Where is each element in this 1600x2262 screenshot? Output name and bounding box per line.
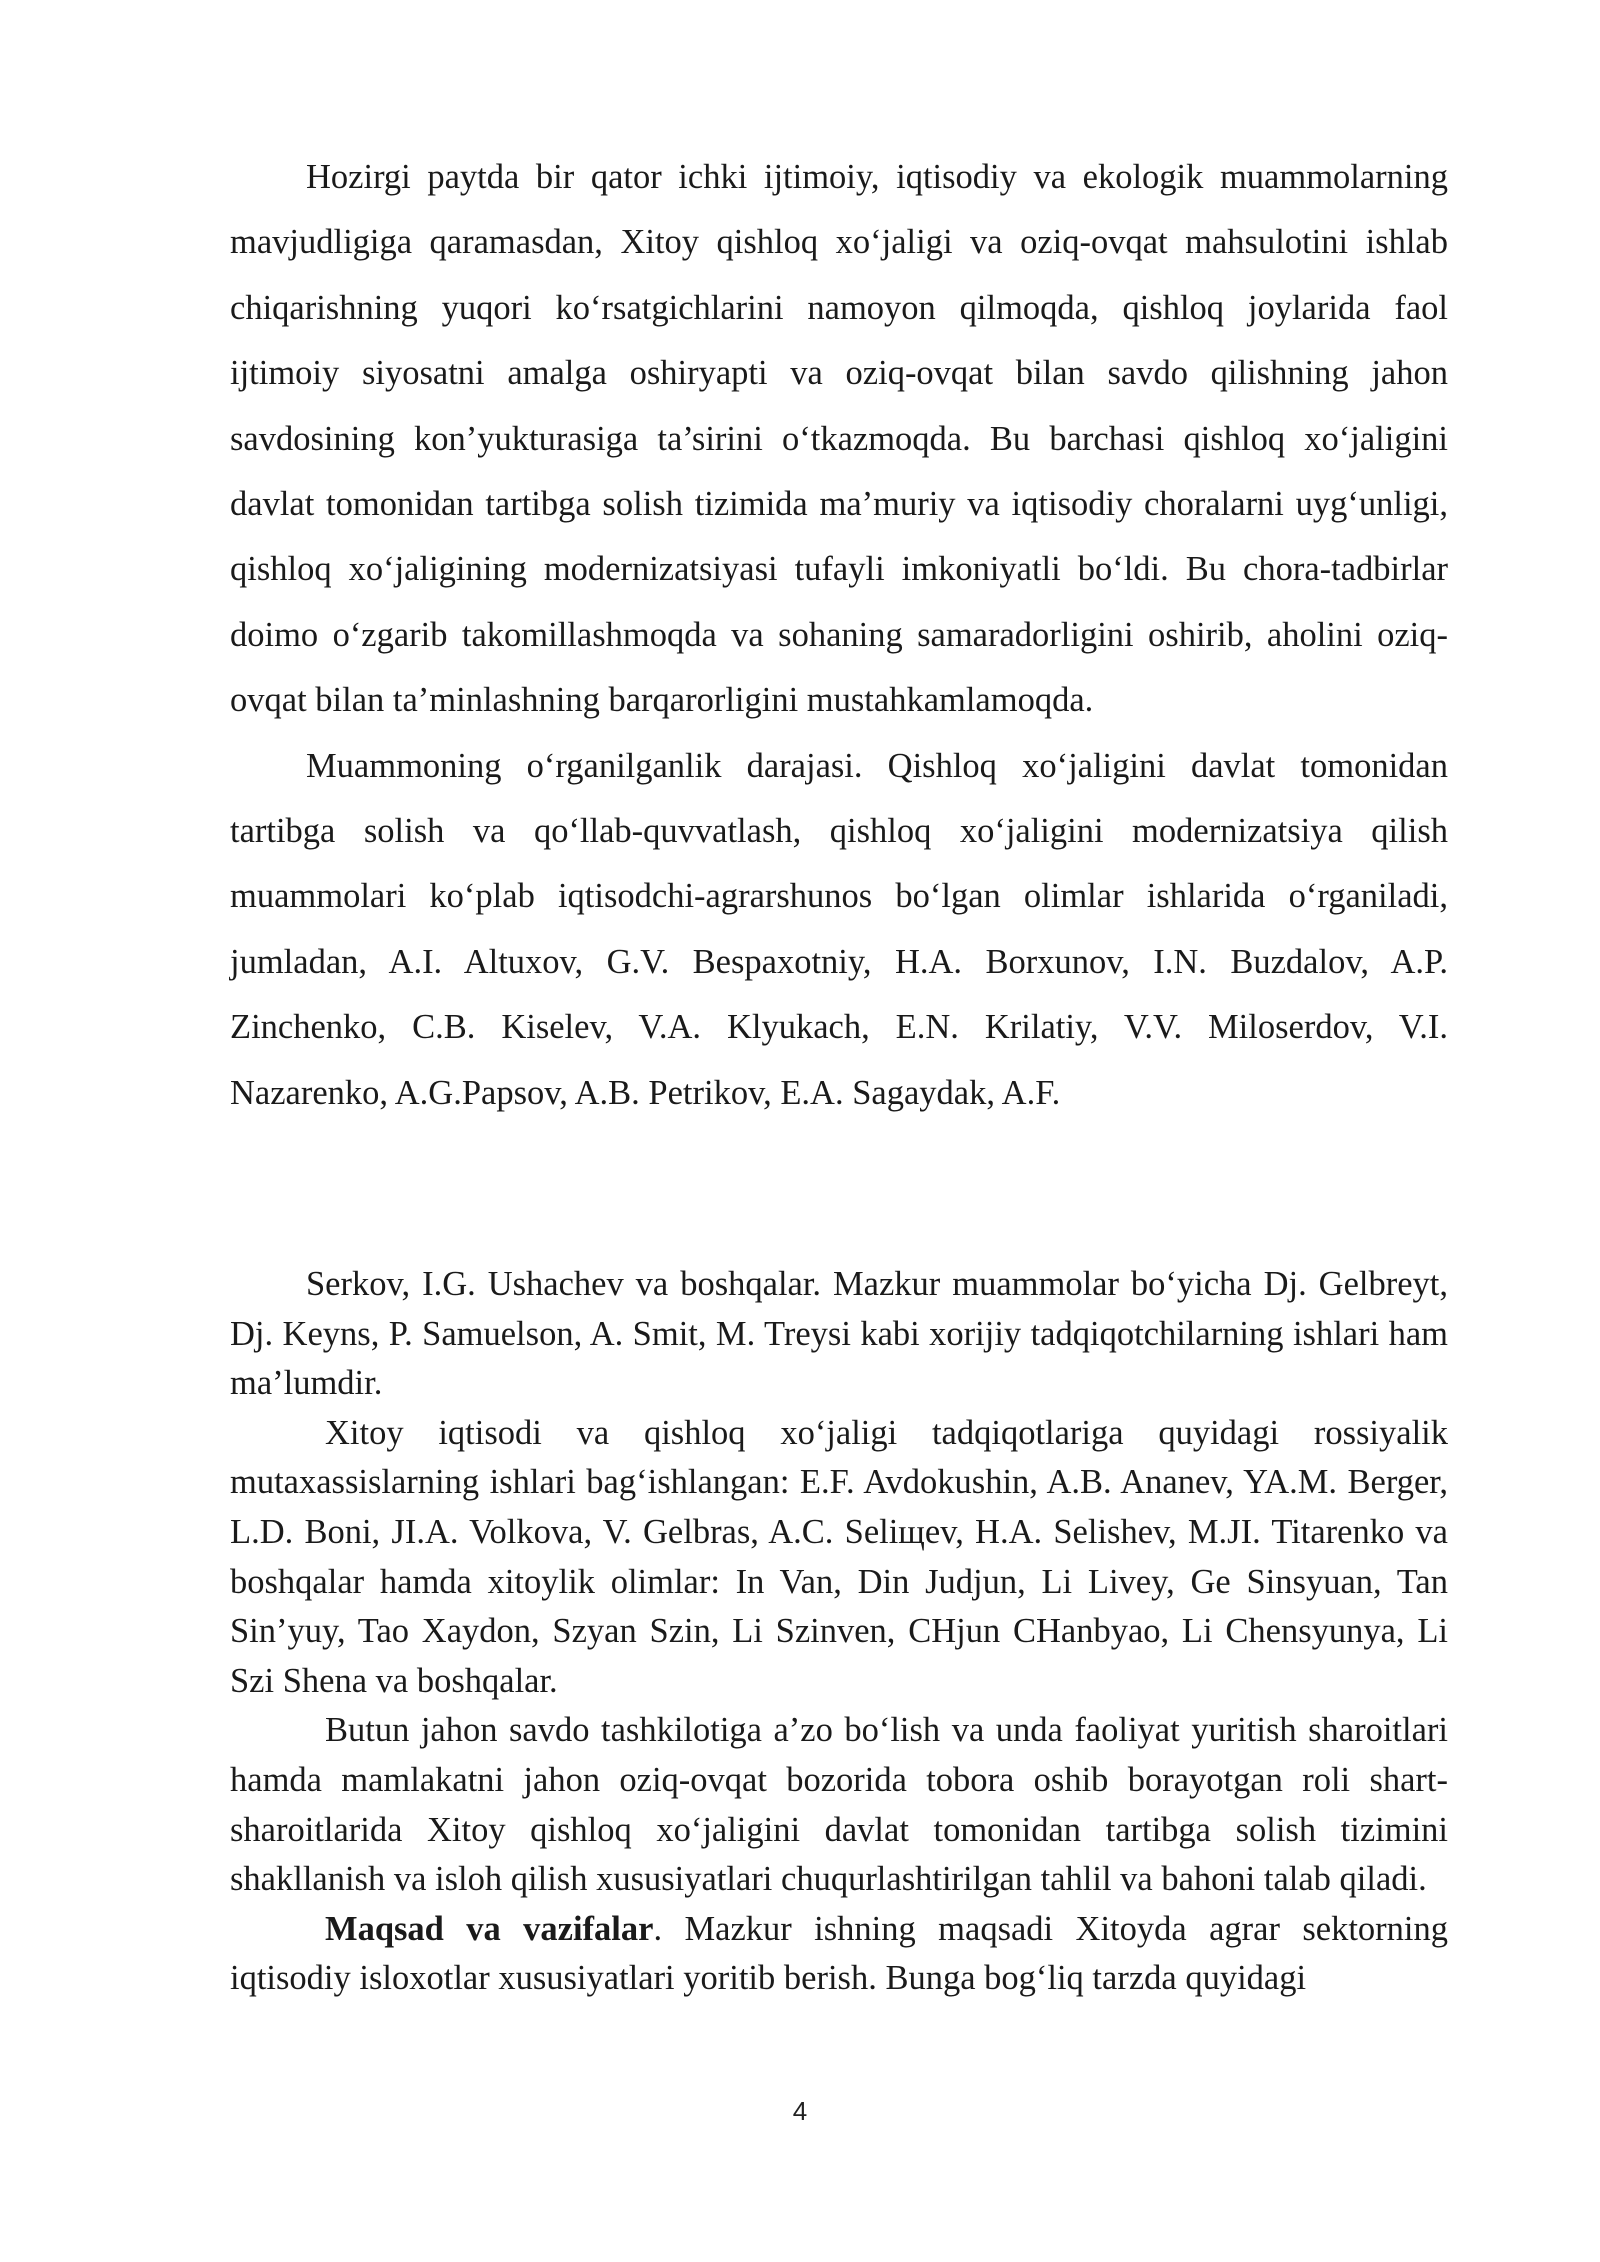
body-text-lower <box>230 1260 1448 2004</box>
paragraph-intro: Hozirgi paytda bir qator ichki ijtimoiy, iqtisodiy va ekologik muammolarning mavjudligiga qaramasdan, Xitoy qishloq xo‘jaligi va oziq-ovqat mahsulotini ishlab chiqarishning yuqori ko‘rsatgichlarini namoyon qilmoqda, qishloq joylarida faol ijtimoiy siyosatni amalga oshiryapti va oziq-ovqat bilan savdo qilishning jahon savdosining kon’yukturasiga ta’sirini o‘tkazmoqda. Bu barchasi qishloq xo‘jaligini davlat tomonidan tartibga solish tizimida ma’muriy va iqtisodiy choralarni uyg‘unligi, qishloq xo‘jaligining modernizatsiyasi tufayli imkoniyatli bo‘ldi. Bu chora-tadbirlar doimo o‘zgarib takomillashmoqda va sohaning samaradorligini oshirib, aholini oziq-ovqat bilan ta’minlashning barqarorligini mustahkamlamoqda. <box>230 158 1448 720</box>
paragraph-foreign-researchers: Serkov, I.G. Ushachev va boshqalar. Mazkur muammolar bo‘yicha Dj. Gelbreyt, Dj. Keyns, P. Samuelson, A. Smit, M. Treysi kabi xorijiy tadqiqotchilarning ishlari ham ma’lumdir. <box>230 1265 1448 1403</box>
paragraph-china-researchers: Xitoy iqtisodi va qishloq xo‘jaligi tadqiqotlariga quyidagi rossiyalik mutaxassislarning ishlari bag‘ishlangan: E.F. Avdokushin, A.B. Ananev, YA.M. Berger, L.D. Boni, JI.A. Volkova, V. Gelbras, A.C. Seliщev, H.A. Selishev, M.JI. Titarenko va boshqalar hamda xitoylik olimlar: In Van, Din Judjun, Li Livey, Ge Sinsyuan, Tan Sin’yuy, Tao Xaydon, Szyan Szin, Li Szinven, CHjun CHanbyao, Li Chensyunya, Li Szi Shena va boshqalar. <box>230 1413 1448 1700</box>
page-number: 4 <box>792 2096 808 2126</box>
paragraph-wto-context: Butun jahon savdo tashkilotiga a’zo bo‘lish va unda faoliyat yuritish sharoitlari hamda mamlakatni jahon oziq-ovqat bozorida tobora oshib borayotgan roli shart-sharoitlarida Xitoy qishloq xo‘jaligini davlat tomonidan tartibga solish tizimini shakllanish va isloh qilish xususiyatlari chuqurlashtirilgan tahlil va bahoni talab qiladi. <box>230 1711 1448 1899</box>
goals-text: . Mazkur ishning maqsadi Xitoyda agrar sektorning iqtisodiy isloxotlar xususiyatlari yoritib berish. Bunga bog‘liq tarzda quyidagi <box>230 1909 1448 1998</box>
body-text-upper <box>230 145 1448 1126</box>
paragraph-goals <box>230 1905 1448 2004</box>
paragraph-literature-review: Muammoning o‘rganilganlik darajasi. Qishloq xo‘jaligini davlat tomonidan tartibga solish va qo‘llab-quvvatlash, qishloq xo‘jaligini modernizatsiya qilish muammolari ko‘plab iqtisodchi-agrarshunos bo‘lgan olimlar ishlarida o‘rganiladi, jumladan, A.I. Altuxov, G.V. Bespaxotniy, H.A. Borxunov, I.N. Buzdalov, A.P. Zinchenko, C.B. Kiselev, V.A. Klyukach, E.N. Krilatiy, V.V. Miloserdov, V.I. Nazarenko, A.G.Papsov, A.B. Petrikov, E.A. Sagaydak, A.F. <box>230 746 1448 1112</box>
goals-heading: Maqsad va vazifalar <box>325 1909 654 1948</box>
